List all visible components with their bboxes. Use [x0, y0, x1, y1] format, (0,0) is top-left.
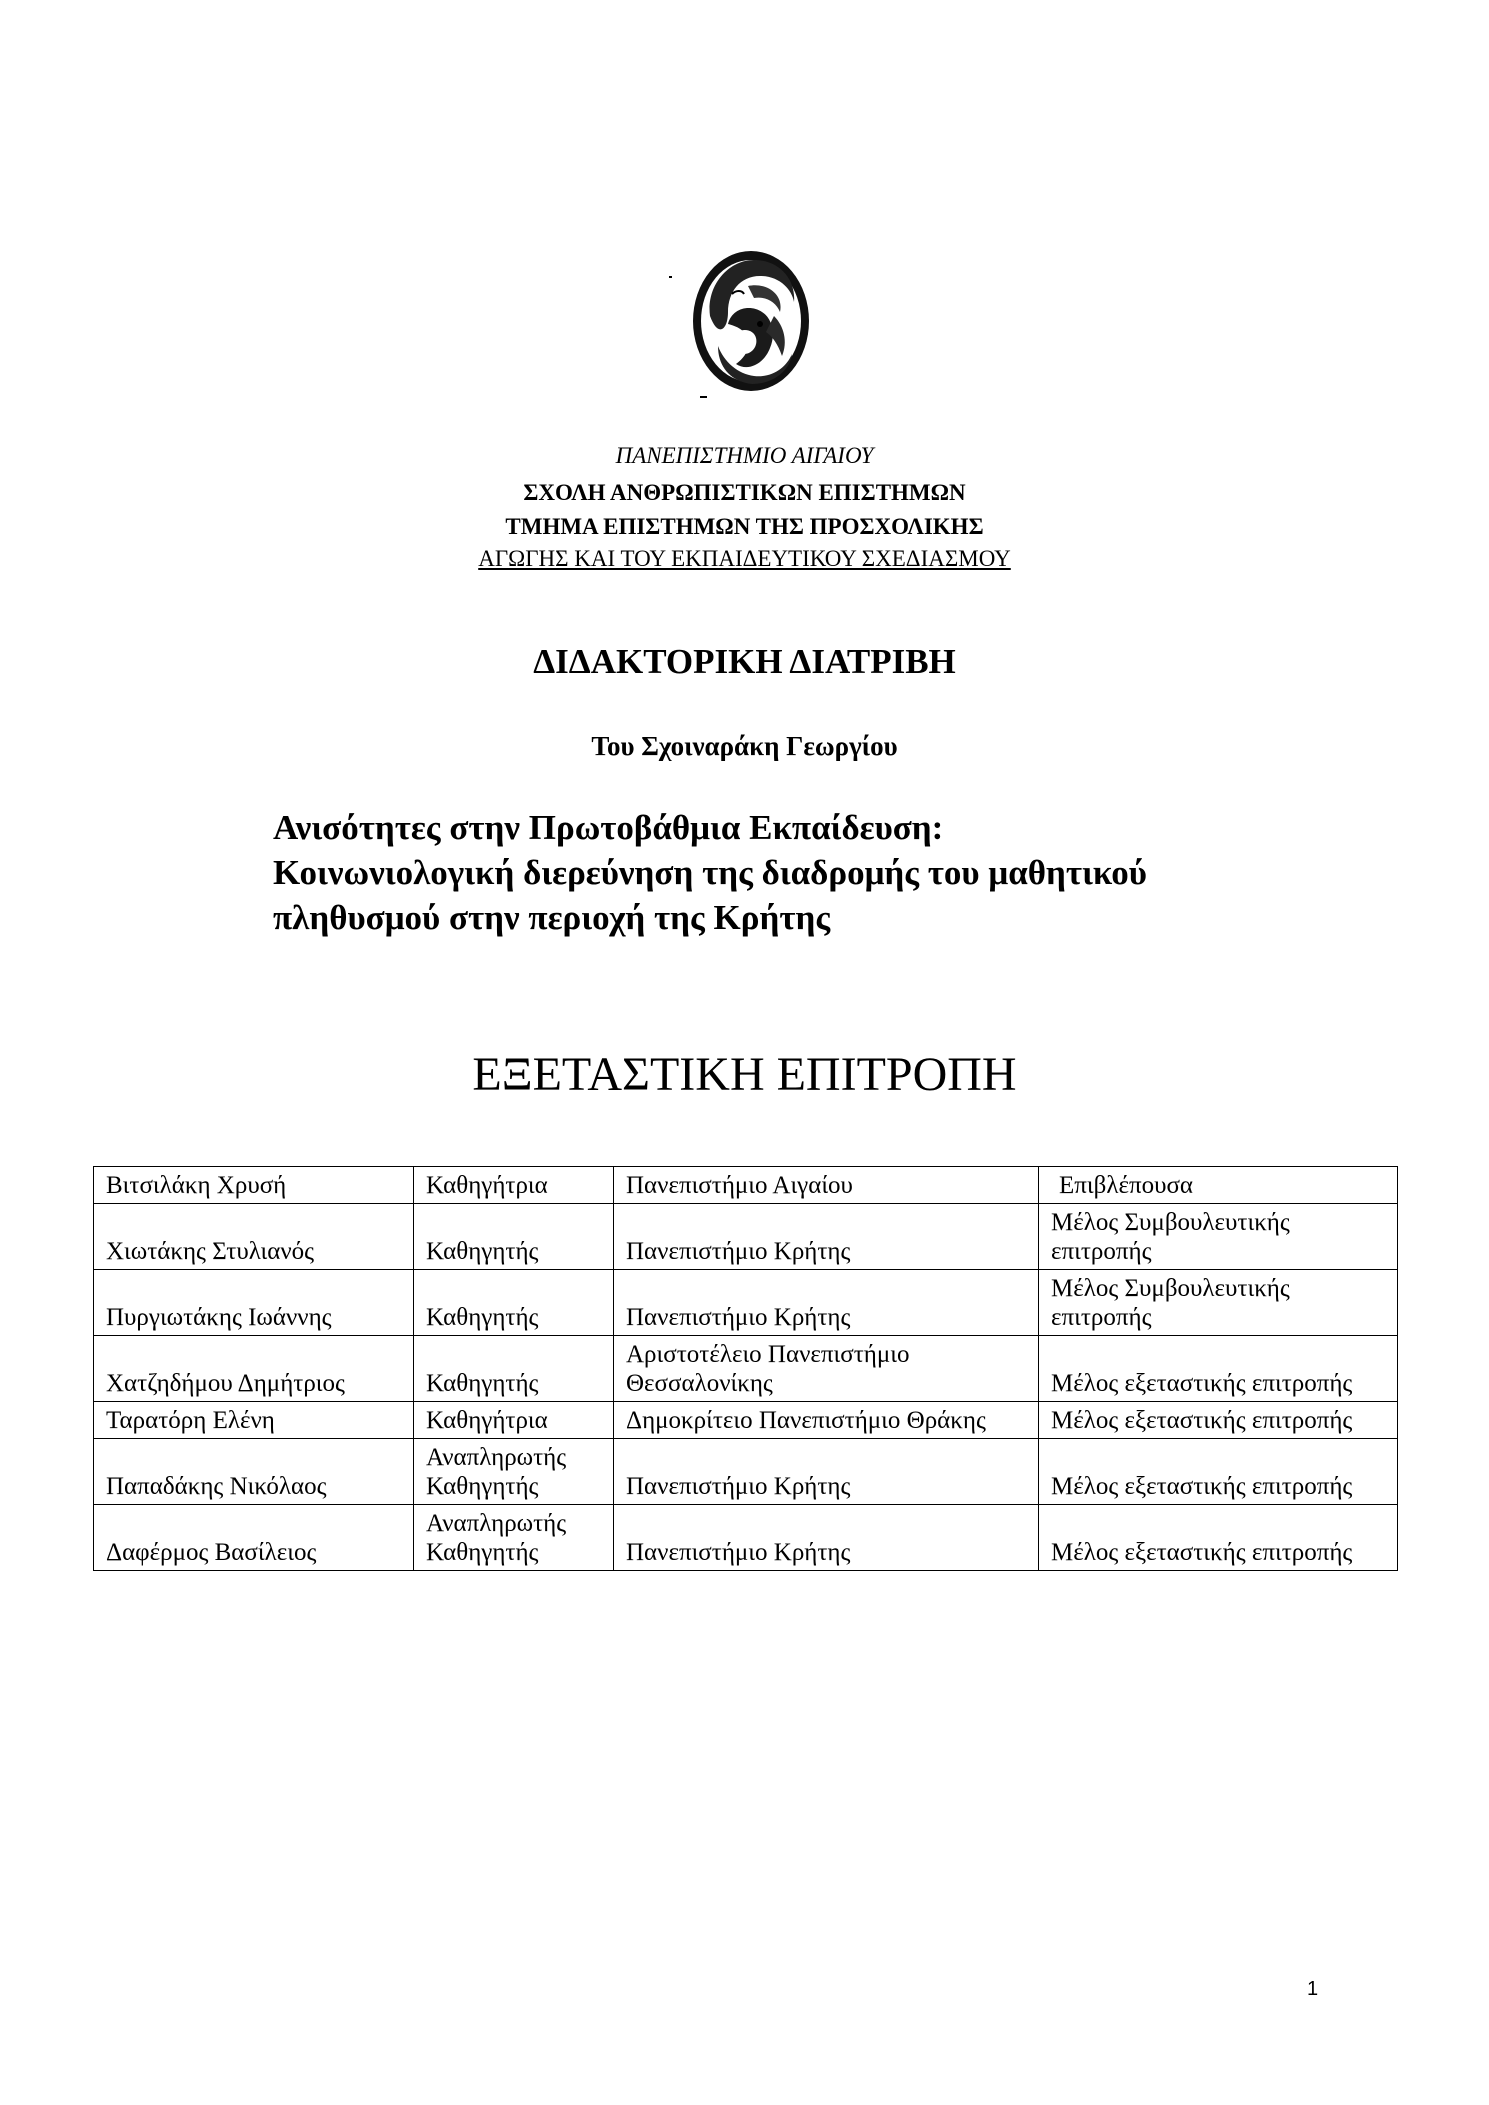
member-rank: Καθηγητής: [414, 1336, 614, 1402]
thesis-title-line: Κοινωνιολογική διερεύνηση της διαδρομής του μαθητικού: [273, 853, 1147, 892]
document-type: ΔΙΔΑΚΤΟΡΙΚΗ ΔΙΑΤΡΙΒΗ: [533, 642, 956, 681]
university-name: ΠΑΝΕΠΙΣΤΗΜΙΟ ΑΙΓΑΙΟΥ: [615, 443, 874, 468]
committee-heading: ΕΞΕΤΑΣΤΙΚΗ ΕΠΙΤΡΟΠΗ: [472, 1048, 1017, 1101]
member-rank: Καθηγητής: [414, 1270, 614, 1336]
member-name: Ταρατόρη Ελένη: [94, 1402, 414, 1439]
member-name: Χατζηδήμου Δημήτριος: [94, 1336, 414, 1402]
member-name: Πυργιωτάκης Ιωάννης: [94, 1270, 414, 1336]
table-row: [94, 1204, 1398, 1270]
member-name: Βιτσιλάκη Χρυσή: [94, 1167, 414, 1204]
member-rank: Αναπληρωτής Καθηγητής: [414, 1505, 614, 1571]
author-line: Του Σχοιναράκη Γεωργίου: [591, 731, 898, 761]
member-name: Δαφέρμος Βασίλειος: [94, 1505, 414, 1571]
member-role: Μέλος εξεταστικής επιτροπής: [1039, 1439, 1398, 1505]
department-name-line2: ΑΓΩΓΗΣ ΚΑΙ ΤΟΥ ΕΚΠΑΙΔΕΥΤΙΚΟΥ ΣΧΕΔΙΑΣΜΟΥ: [478, 546, 1011, 571]
member-role: Μέλος Συμβουλευτικής επιτροπής: [1039, 1270, 1398, 1336]
member-rank: Καθηγήτρια: [414, 1402, 614, 1439]
thesis-title-line: πληθυσμού στην περιοχή της Κρήτης: [273, 898, 831, 937]
member-rank: Καθηγητής: [414, 1204, 614, 1270]
page-number: 1: [1307, 1978, 1319, 2000]
member-institution: Πανεπιστήμιο Κρήτης: [614, 1204, 1039, 1270]
member-role: Επιβλέπουσα: [1039, 1167, 1398, 1204]
member-name: Παπαδάκης Νικόλαος: [94, 1439, 414, 1505]
table-row: [94, 1402, 1398, 1439]
table-row: [94, 1439, 1398, 1505]
table-row: [94, 1270, 1398, 1336]
department-name-line1: ΤΜΗΜΑ ΕΠΙΣΤΗΜΩΝ ΤΗΣ ΠΡΟΣΧΟΛΙΚΗΣ: [505, 514, 984, 539]
table-row: [94, 1505, 1398, 1571]
speck: [700, 396, 707, 398]
member-institution: Πανεπιστήμιο Κρήτης: [614, 1270, 1039, 1336]
member-institution: Πανεπιστήμιο Κρήτης: [614, 1505, 1039, 1571]
thesis-title-line: Ανισότητες στην Πρωτοβάθμια Εκπαίδευση:: [273, 808, 944, 847]
member-rank: Καθηγήτρια: [414, 1167, 614, 1204]
speck: [669, 276, 672, 278]
member-institution: Δημοκρίτειο Πανεπιστήμιο Θράκης: [614, 1402, 1039, 1439]
member-institution: Πανεπιστήμιο Αιγαίου: [614, 1167, 1039, 1204]
member-rank: Αναπληρωτής Καθηγητής: [414, 1439, 614, 1505]
member-role: Μέλος εξεταστικής επιτροπής: [1039, 1402, 1398, 1439]
committee-table: [93, 1166, 1398, 1571]
member-role: Μέλος εξεταστικής επιτροπής: [1039, 1336, 1398, 1402]
member-institution: Πανεπιστήμιο Κρήτης: [614, 1439, 1039, 1505]
thesis-title: [273, 805, 1147, 940]
table-row: [94, 1167, 1398, 1204]
university-seal-logo: [688, 246, 814, 396]
member-name: Χιωτάκης Στυλιανός: [94, 1204, 414, 1270]
school-name: ΣΧΟΛΗ ΑΝΘΡΩΠΙΣΤΙΚΩΝ ΕΠΙΣΤΗΜΩΝ: [523, 480, 966, 505]
member-role: Μέλος Συμβουλευτικής επιτροπής: [1039, 1204, 1398, 1270]
member-role: Μέλος εξεταστικής επιτροπής: [1039, 1505, 1398, 1571]
table-row: [94, 1336, 1398, 1402]
member-institution: Αριστοτέλειο Πανεπιστήμιο Θεσσαλονίκης: [614, 1336, 1039, 1402]
